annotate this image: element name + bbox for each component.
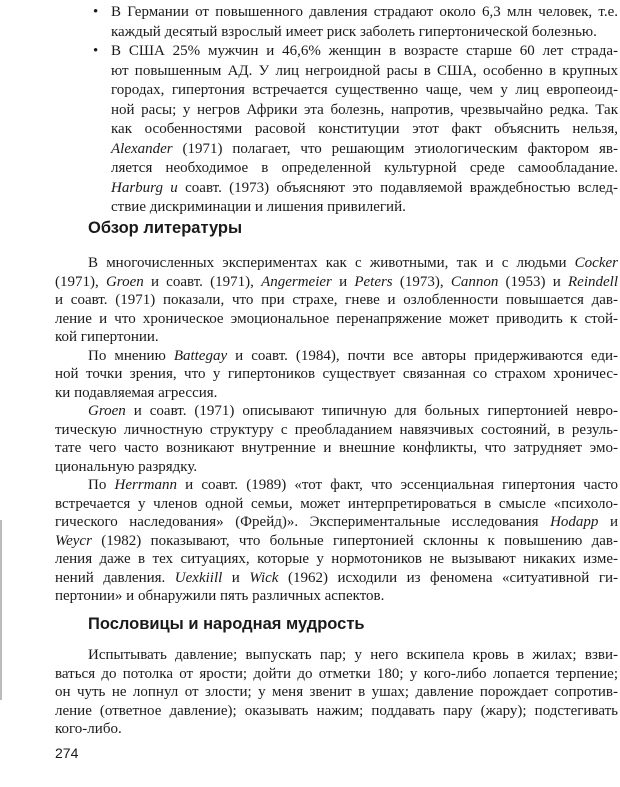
text-line (55, 587, 618, 606)
text-segment: кого-либо. (55, 721, 122, 737)
text-segment: встречается у членов одной семьи, может интерпретироваться в смысле «психоло- (55, 495, 618, 512)
text-segment: (1971), (55, 273, 106, 290)
text-segment: тате чего часто возникают внутренние и внешние конфликты, что затрудняет эмо- (55, 440, 618, 456)
text-segment: и (331, 273, 355, 290)
text-line (55, 347, 618, 366)
author-name: Wick (249, 569, 279, 586)
section-heading-literature: Обзор литературы (88, 219, 243, 237)
text-line (55, 328, 618, 347)
text-line (93, 101, 618, 121)
author-name: Alexander (111, 140, 173, 157)
text-segment: ной точки зрения, что у гипертоников существует связанная со страхом хроничес- (55, 366, 618, 382)
text-line (55, 273, 618, 292)
text-segment: и соавт. (1971), (143, 273, 262, 290)
text-segment: ваться до потолка от ярости; дойти до отметки 180; у кого-либо лопается терпение; (55, 665, 618, 682)
text-segment: и соавт. (1989) «тот факт, что эссенциальная гипертония часто (177, 477, 618, 493)
text-segment: и (222, 569, 250, 586)
text-line (55, 476, 618, 495)
author-name: Harburg u (111, 179, 178, 196)
text-segment: В многочисленных экспериментах как с животными, так и с людьми (88, 255, 575, 271)
text-line (55, 665, 618, 684)
author-name: Uexkiill (174, 569, 223, 586)
text-line (55, 402, 618, 421)
author-name: Reindell (568, 273, 618, 290)
text-segment: ки подавляемая агрессия. (55, 384, 218, 401)
text-line (55, 532, 618, 551)
text-segment: Испытывать давление; выпускать пар; у него вскипела кровь в жилах; взви- (88, 647, 618, 663)
text-segment: ют повышенным АД. У лиц негроидной расы в США, особенно в крупных (111, 62, 618, 79)
text-segment: каждый десятый взрослый имеет риск заболеть гипертонической болезнью. (111, 23, 597, 40)
bullet-icon: • (93, 4, 99, 20)
text-segment: ляется необходимое в определенной культурной среде самообладание. (111, 160, 618, 176)
page-edge-shadow (0, 520, 2, 700)
page-number: 274 (55, 745, 79, 761)
text-line (93, 120, 618, 140)
author-name: Herrmann (114, 477, 177, 493)
text-line (55, 702, 618, 721)
text-line (93, 179, 618, 199)
bullet-list (93, 3, 618, 218)
text-line (55, 365, 618, 384)
bullet-icon: • (93, 43, 99, 59)
text-segment: (1973), (392, 273, 451, 290)
text-line (55, 550, 618, 569)
text-segment: ление и что хроническое эмоциональное перенапряжение может приводить к стой- (55, 310, 618, 327)
text-segment: нений давления. (55, 569, 175, 586)
text-line (93, 42, 618, 62)
text-segment: и соавт. (1971) описывают типичную для больных гипертонией невро- (125, 403, 618, 419)
text-segment: В США 25% мужчин и 46,6% женщин в возрасте старше 60 лет страда- (111, 43, 618, 59)
text-segment: В Германии от повышенного давления страдают около 6,3 млн человек, т.е. (111, 4, 618, 20)
text-segment: (1953) и (498, 273, 568, 290)
text-line (55, 569, 618, 588)
text-segment: (1971) полагает, что решающим этиологическим фактором яв- (172, 140, 618, 157)
text-line (93, 62, 618, 82)
text-line (93, 159, 618, 179)
text-segment: ствие дискриминации и лишения привилегий. (111, 199, 406, 215)
author-name: Weycr (55, 532, 92, 549)
section-heading-proverbs: Пословицы и народная мудрость (88, 615, 365, 633)
proverbs-section-body (55, 646, 618, 739)
text-segment: ления даже в тех ситуациях, которые у нормотоников не вызывают никаких изме- (55, 551, 618, 567)
author-name: Battegay (173, 347, 228, 364)
text-segment: (1982) показывают, что больные гипертонией склонны к повышению дав- (91, 532, 618, 549)
text-line (55, 254, 618, 273)
author-name: Angermeier (261, 273, 332, 290)
text-segment: и соавт. (1984), почти все авторы придерживаются еди- (227, 347, 618, 364)
text-line (55, 495, 618, 514)
text-segment: пертонии» и обнаружили пять различных аспектов. (55, 588, 385, 604)
text-segment: По (88, 477, 115, 493)
text-segment: и соавт. (1971) показали, что при страхе, гневе и озлобленности повышается дав- (55, 292, 618, 308)
text-segment: гического наследования» (Фрейд)». Экспериментальные исследования (55, 514, 551, 530)
text-segment: По мнению (88, 347, 174, 364)
text-segment: соавт. (1973) объясняют это подавляемой враждебностью вслед- (177, 179, 618, 196)
text-line (93, 23, 618, 43)
text-segment: (1962) исходили из феномена «ситуативной ги- (278, 569, 619, 586)
author-name: Cannon (450, 273, 499, 290)
text-line (55, 291, 618, 310)
text-line (55, 458, 618, 477)
text-line (55, 310, 618, 329)
text-segment: он чуть не лопнул от злости; у меня звенит в ушах; давление порождает сопротив- (55, 684, 618, 700)
author-name: Groen (105, 273, 144, 290)
literature-section-body (55, 254, 618, 606)
text-line (93, 198, 618, 218)
text-line (93, 140, 618, 160)
text-line (55, 683, 618, 702)
text-line (55, 421, 618, 440)
author-name: Hodapp (550, 514, 599, 530)
text-line (93, 81, 618, 101)
text-line (55, 646, 618, 665)
text-segment: циональную разрядку. (55, 458, 198, 475)
text-segment: городах, гипертония встречается существенно чаще, чем у лиц европеоид- (111, 82, 618, 98)
text-segment: кой гипертонии. (55, 329, 159, 345)
text-segment: тическую личностную структуру с преобладанием навязчивых состояний, в резуль- (55, 421, 618, 438)
author-name: Cocker (574, 255, 618, 271)
text-line (55, 439, 618, 458)
author-name: Groen (88, 403, 126, 419)
author-name: Peters (354, 273, 393, 290)
text-line (93, 3, 618, 23)
text-segment: ной расы; у негров Африки эта болезнь, напротив, чрезвычайно редка. Так (111, 101, 618, 118)
text-line (55, 720, 618, 739)
text-segment: ление (ответное давление); оказывать нажим; поддавать пару (жару); подстегивать (55, 702, 618, 719)
text-line (55, 384, 618, 403)
text-segment: как особенностями расовой конституции этот факт объяснить нельзя, (111, 121, 618, 137)
text-line (55, 513, 618, 532)
text-segment: и (598, 514, 618, 530)
